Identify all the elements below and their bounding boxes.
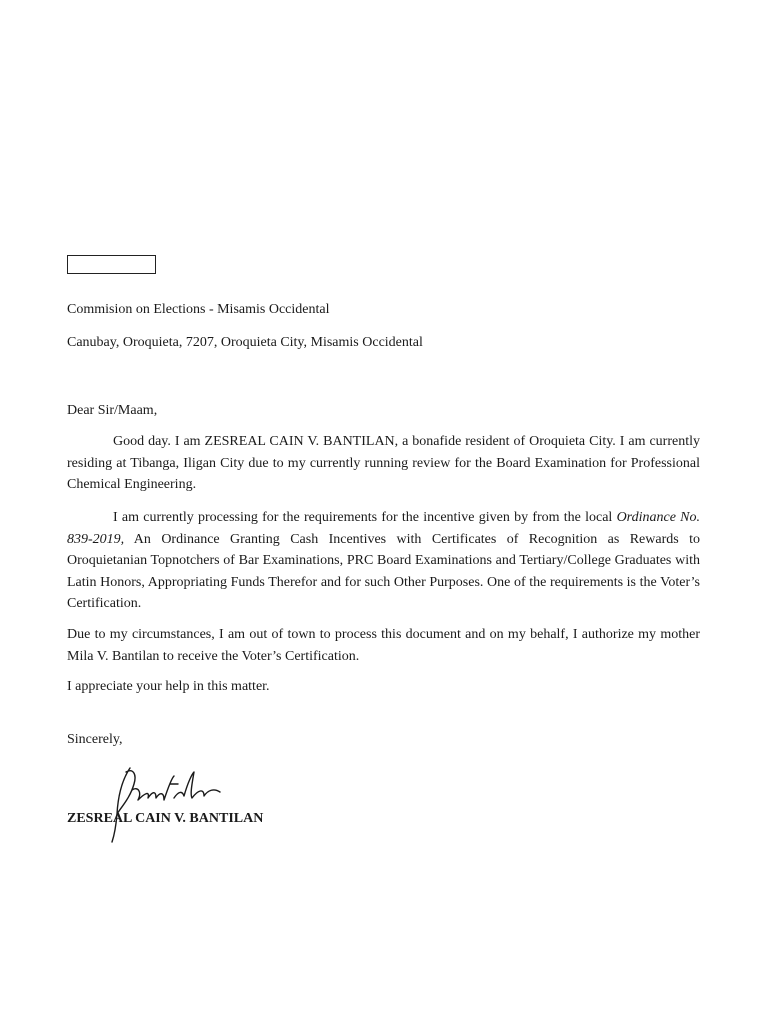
recipient-address: Canubay, Oroquieta, 7207, Oroquieta City, Misamis Occidental xyxy=(67,335,423,350)
paragraph-ordinance xyxy=(67,507,700,615)
paragraph-appreciation: I appreciate your help in this matter. xyxy=(67,679,270,694)
closing: Sincerely, xyxy=(67,732,123,747)
signature-icon xyxy=(108,762,228,844)
paragraph-ordinance-rest: An Ordinance Granting Cash Incentives with Certificates of Recognition as Rewards to Oroquietanian Topnotchers of Bar Examinations, PRC Board Examinations and Tertiary/College Graduates with Latin Honors, Appropriating Funds Therefor and for such Other Purposes. One of the requirements is the Voter’s Certification. xyxy=(67,531,700,611)
paragraph-ordinance-lead: I am currently processing for the requirements for the incentive given by from the local xyxy=(113,510,617,525)
paragraph-intro: Good day. I am ZESREAL CAIN V. BANTILAN, a bonafide resident of Oroquieta City. I am currently residing at Tibanga, Iligan City due to my currently running review for the Board Examination for Professional Chemical Engineering. xyxy=(67,434,700,492)
signer-name: ZESREAL CAIN V. BANTILAN xyxy=(67,811,264,826)
date-box xyxy=(67,255,156,274)
salutation: Dear Sir/Maam, xyxy=(67,403,158,418)
recipient-org: Commision on Elections - Misamis Occidental xyxy=(67,302,330,317)
ordinance-number: Ordinance No. 839-2019, xyxy=(67,510,700,547)
paragraph-authorization: Due to my circumstances, I am out of town to process this document and on my behalf, I authorize my mother Mila V. Bantilan to receive the Voter’s Certification. xyxy=(67,627,700,664)
